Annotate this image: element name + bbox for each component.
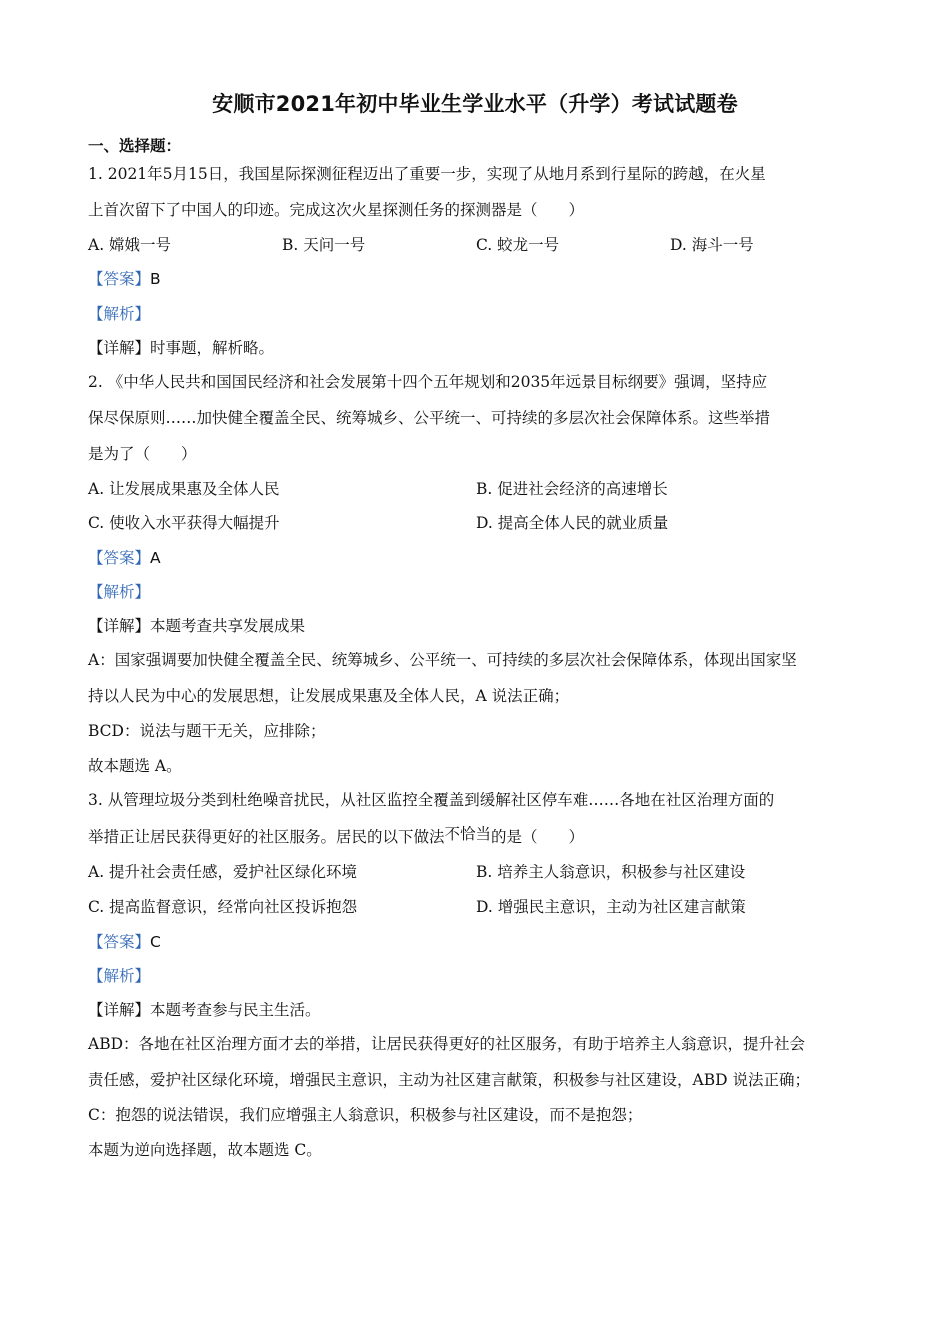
q2-explanation-line1: A：国家强调要加快健全覆盖全民、统筹城乡、公平统一、可持续的多层次社会保障体系，体现出国家坚	[88, 651, 797, 669]
page-title: 安顺市2021年初中毕业生学业水平（升学）考试试题卷	[212, 92, 738, 116]
answer-label: 【答案】	[88, 933, 151, 951]
q3-option-c: C. 提高监督意识，经常向社区投诉抱怨	[88, 898, 358, 916]
q3-analysis-label: 【解析】	[88, 967, 151, 985]
detail-label: 【详解】	[88, 617, 151, 635]
q1-option-b: B. 天问一号	[282, 236, 366, 254]
detail-text: 时事题，解析略。	[150, 339, 275, 357]
q2-explanation-line3: BCD：说法与题干无关，应排除；	[88, 722, 326, 740]
q1-stem-line2: 上首次留下了中国人的印迹。完成这次火星探测任务的探测器是（ ）	[88, 201, 585, 219]
answer-value: C	[150, 933, 161, 951]
q3-option-a: A. 提升社会责任感，爱护社区绿化环境	[88, 863, 358, 881]
q3-detail	[88, 1000, 321, 1020]
q3-option-d: D. 增强民主意识，主动为社区建言献策	[476, 898, 746, 916]
answer-value: B	[150, 270, 161, 288]
detail-label: 【详解】	[88, 1001, 151, 1019]
q2-option-b: B. 促进社会经济的高速增长	[476, 480, 668, 498]
q3-explanation-line3: C：抱怨的说法错误，我们应增强主人翁意识，积极参与社区建设，而不是抱怨；	[88, 1106, 643, 1124]
q1-detail	[88, 338, 274, 358]
q1-option-a: A. 嫦娥一号	[88, 236, 172, 254]
q2-stem-line3: 是为了（ ）	[88, 445, 197, 463]
answer-value: A	[150, 549, 161, 567]
q3-answer	[88, 932, 161, 952]
q3-stem-line1: 3. 从管理垃圾分类到杜绝噪音扰民，从社区监控全覆盖到缓解社区停车难……各地在社区治理方面的	[88, 791, 775, 809]
q1-stem-line1: 1. 2021年5月15日，我国星际探测征程迈出了重要一步，实现了从地月系到行星际的跨越，在火星	[88, 165, 766, 183]
q3-option-b: B. 培养主人翁意识，积极参与社区建设	[476, 863, 746, 881]
q3-explanation-line4: 本题为逆向选择题，故本题选 C。	[88, 1141, 322, 1159]
q1-option-c: C. 蛟龙一号	[476, 236, 560, 254]
q1-analysis-label: 【解析】	[88, 305, 151, 323]
q2-stem-line2: 保尽保原则……加快健全覆盖全民、统筹城乡、公平统一、可持续的多层次社会保障体系。这些举措	[88, 409, 771, 427]
q1-option-d: D. 海斗一号	[670, 236, 754, 254]
q3-explanation-line1: ABD：各地在社区治理方面才去的举措，让居民获得更好的社区服务，有助于培养主人翁意识，提升社会	[88, 1035, 806, 1053]
detail-label: 【详解】	[88, 339, 151, 357]
answer-label: 【答案】	[88, 270, 151, 288]
q2-detail	[88, 616, 305, 636]
answer-label: 【答案】	[88, 549, 151, 567]
q3-stem-line2-c: 的是（ ）	[491, 828, 585, 846]
detail-text: 本题考查参与民主生活。	[150, 1001, 321, 1019]
q2-explanation-line4: 故本题选 A。	[88, 757, 182, 775]
q3-stem-line2	[88, 827, 584, 847]
q2-option-c: C. 使收入水平获得大幅提升	[88, 514, 280, 532]
section-heading: 一、选择题：	[88, 137, 182, 155]
q2-stem-line1: 2. 《中华人民共和国国民经济和社会发展第十四个五年规划和2035年远景目标纲要》强调，坚持应	[88, 373, 768, 391]
q1-answer	[88, 269, 161, 289]
q3-stem-line2-a: 举措正让居民获得更好的社区服务。居民的以下做法	[88, 828, 445, 846]
q2-option-a: A. 让发展成果惠及全体人民	[88, 480, 280, 498]
q2-option-d: D. 提高全体人民的就业质量	[476, 514, 669, 532]
q2-answer	[88, 548, 161, 568]
detail-text: 本题考查共享发展成果	[150, 617, 306, 635]
q2-explanation-line2: 持以人民为中心的发展思想，让发展成果惠及全体人民，A 说法正确；	[88, 687, 570, 705]
q2-analysis-label: 【解析】	[88, 583, 151, 601]
q3-emphasis-not-appropriate: 不恰当	[444, 825, 492, 843]
q3-explanation-line2: 责任感，爱护社区绿化环境，增强民主意识，主动为社区建言献策，积极参与社区建设，ABD 说法正确；	[88, 1071, 810, 1089]
